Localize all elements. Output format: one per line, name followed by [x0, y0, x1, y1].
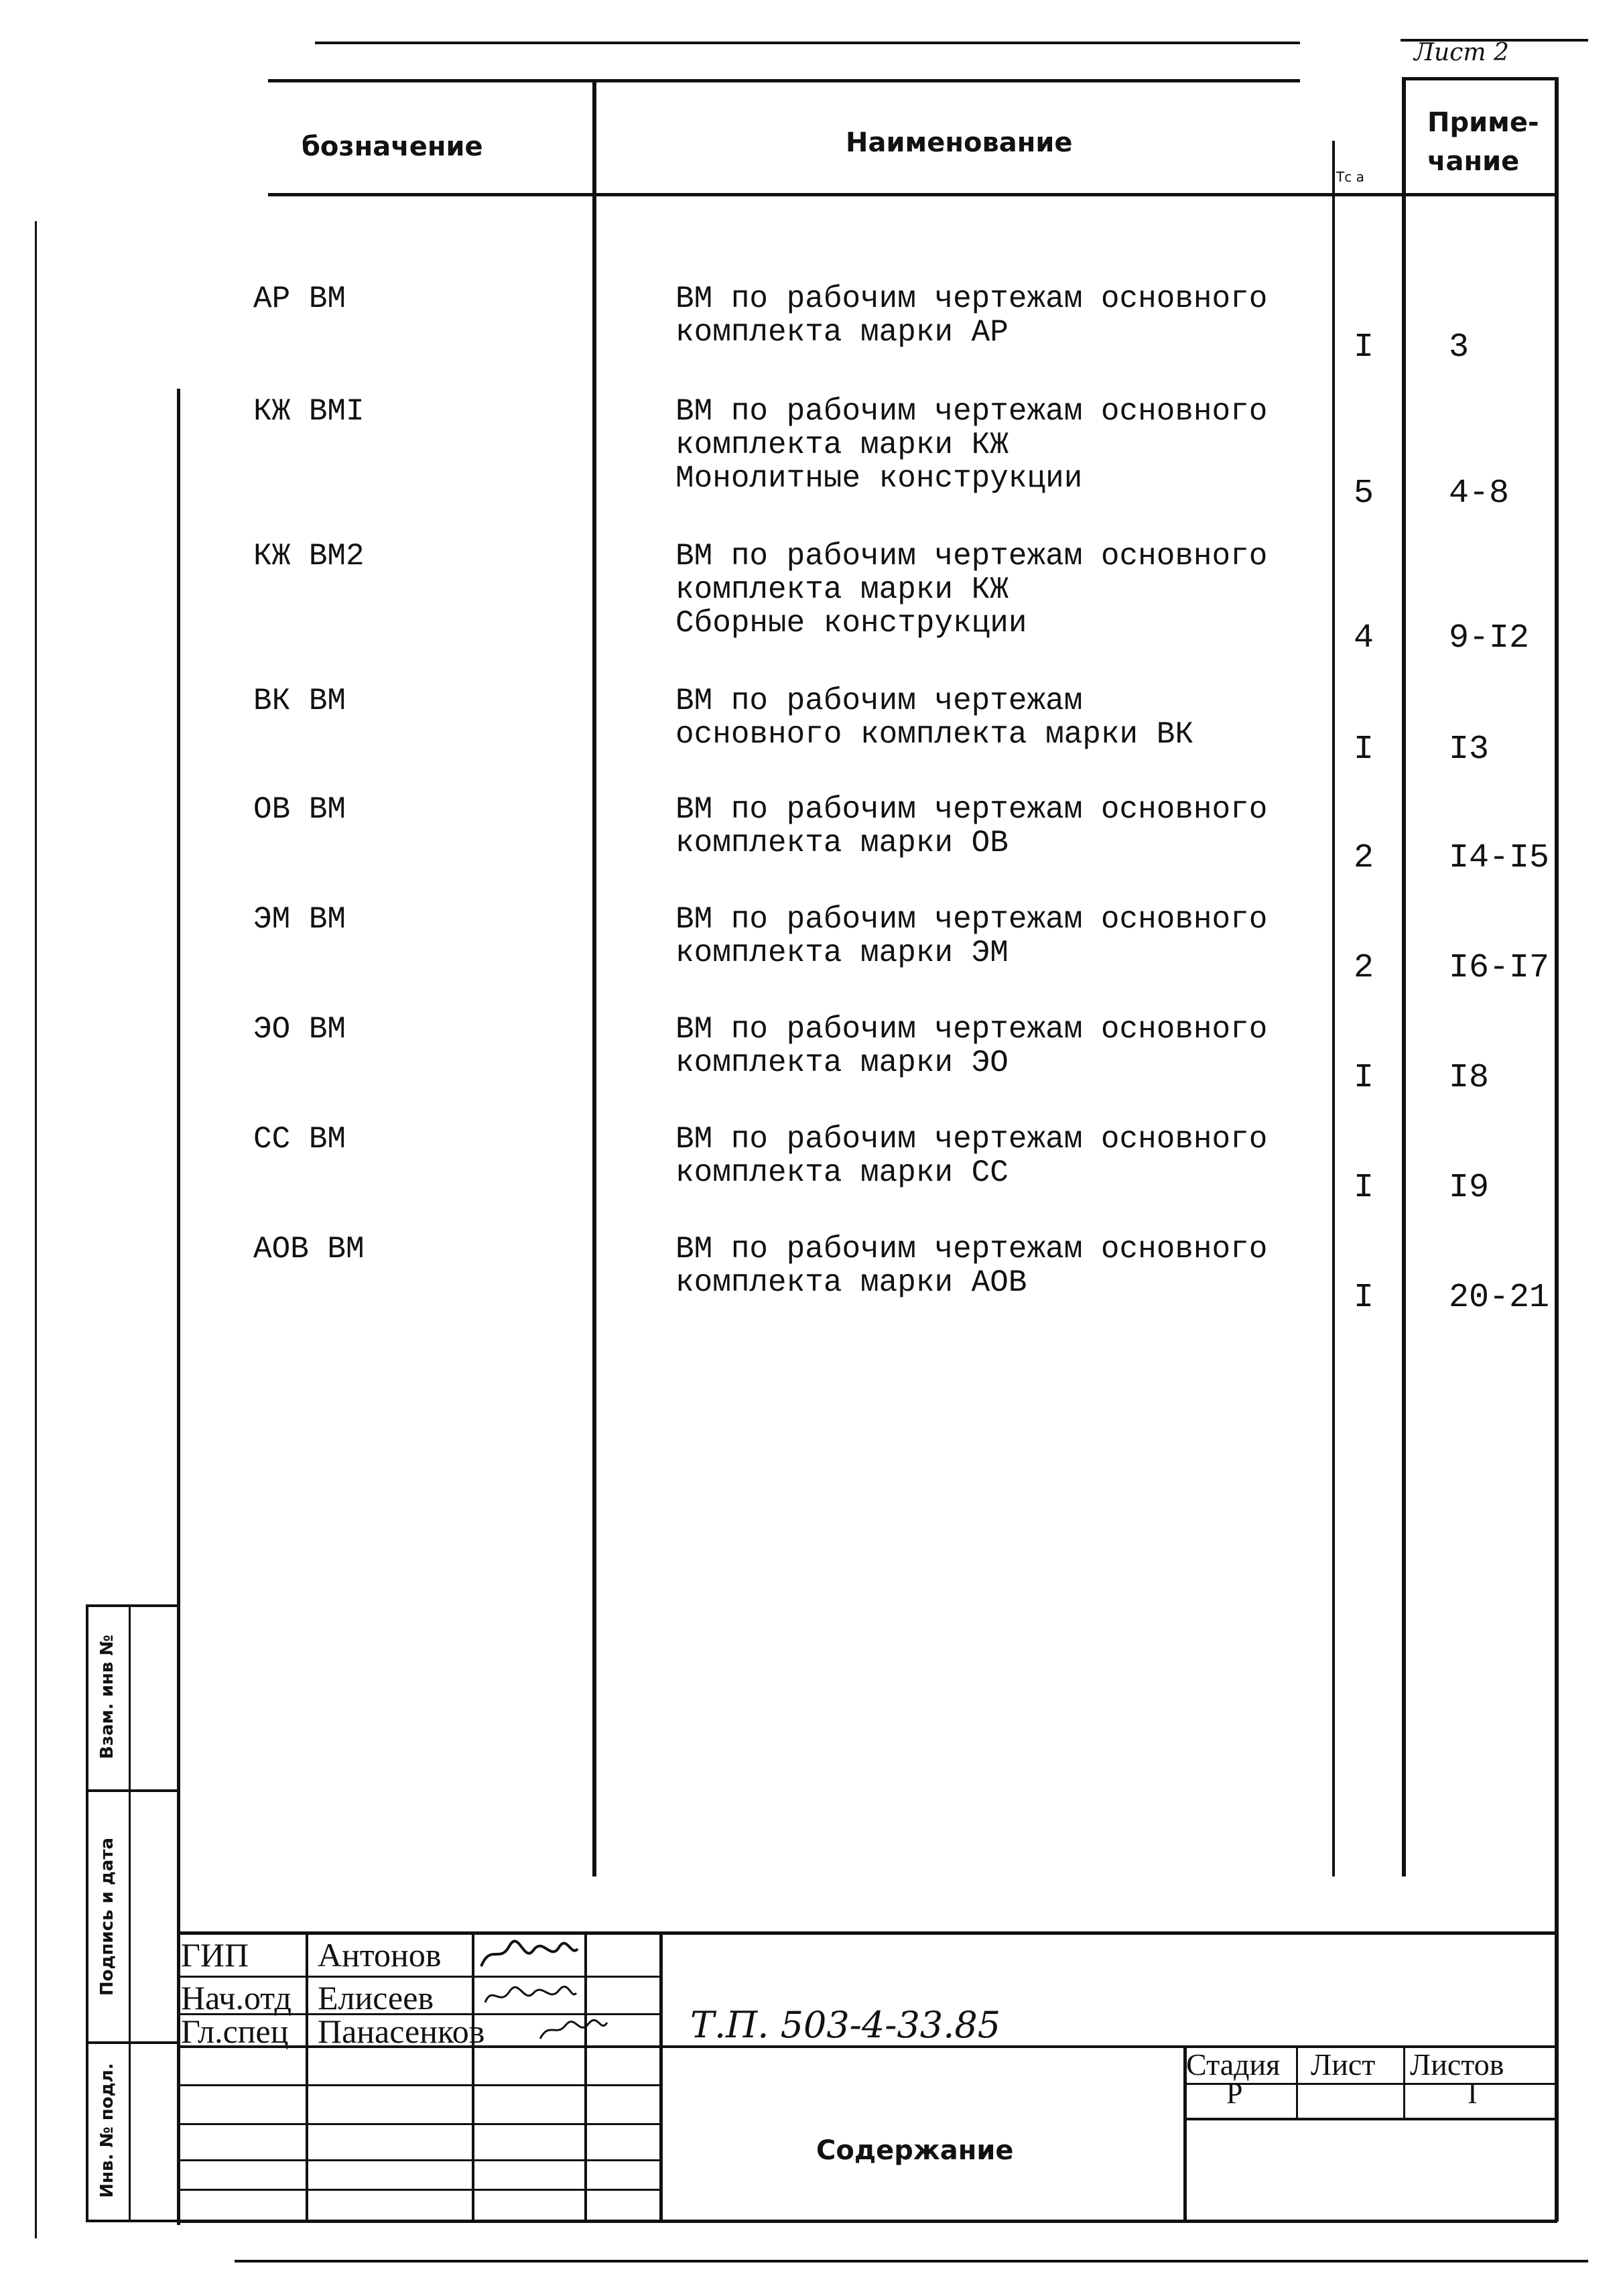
tb-row-6	[177, 2159, 659, 2161]
row-name-line: основного комплекта марки ВК	[675, 717, 1193, 752]
side-stamp-line-2	[86, 2041, 180, 2044]
row-note: I8	[1449, 1059, 1490, 1097]
sheets-count-label: Листов	[1410, 2047, 1504, 2082]
row-name-line: ВМ по рабочим чертежам основного	[675, 1232, 1268, 1267]
row-sheets: I	[1354, 328, 1374, 367]
doc-title: Содержание	[816, 2135, 1014, 2166]
row-note: 3	[1449, 328, 1470, 367]
row-sheets: 2	[1354, 949, 1374, 987]
row-name-line: комплекта марки АР	[675, 315, 1009, 350]
row-note: 20-21	[1449, 1279, 1550, 1317]
row-note: I9	[1449, 1169, 1490, 1207]
left-margin-line	[35, 221, 37, 2238]
row-name-line: ВМ по рабочим чертежам основного	[675, 281, 1268, 316]
header-sheets: Тс а	[1336, 169, 1364, 185]
row-code: КЖ ВМ2	[253, 539, 365, 574]
row-name-line: ВМ по рабочим чертежам основного	[675, 539, 1268, 574]
left-border	[177, 389, 180, 2225]
row-code: ЭО ВМ	[253, 1012, 346, 1047]
side-stamp-bottom	[86, 2220, 180, 2222]
side-stamp-line-1	[86, 1789, 180, 1792]
row-sheets: 4	[1354, 619, 1374, 657]
right-border	[1555, 77, 1559, 2222]
tb-role-2: Нач.отд	[181, 1979, 291, 2017]
header-designation: бозначение	[302, 131, 483, 162]
row-code: ОВ ВМ	[253, 792, 346, 827]
row-sheets: I	[1354, 1169, 1374, 1207]
tb-col-2	[472, 1931, 474, 2221]
tb-top	[177, 1931, 1557, 1935]
row-note: I3	[1449, 730, 1490, 769]
side-replace-inv: Взам. инв №	[97, 1635, 117, 1759]
row-name-line: комплекта марки СС	[675, 1155, 1009, 1190]
col-divider-3	[1402, 77, 1406, 1876]
doc-number: Т.П. 503-4-33.85	[690, 2004, 1001, 2046]
tb-stage-col-1	[1296, 2045, 1298, 2119]
row-sheets: I	[1354, 1059, 1374, 1097]
header-name: Наименование	[846, 127, 1073, 158]
stage-value: Р	[1226, 2077, 1243, 2110]
header-top-line	[268, 79, 1300, 82]
side-sign-date: Подпись и дата	[97, 1837, 117, 1996]
sheet-label: Лист 2	[1414, 39, 1509, 66]
side-inv-orig: Инв. № подл.	[97, 2063, 117, 2198]
row-name-line: ВМ по рабочим чертежам основного	[675, 1012, 1268, 1047]
tb-row-1	[177, 1976, 659, 1978]
row-code: СС ВМ	[253, 1122, 346, 1157]
tb-role-1: ГИП	[181, 1936, 249, 1974]
tb-bottom	[177, 2220, 1557, 2223]
side-stamp-mid	[129, 1604, 131, 2222]
tb-name-1: Антонов	[318, 1936, 442, 1974]
row-code: КЖ ВМI	[253, 394, 365, 429]
row-code: ЭМ ВМ	[253, 902, 346, 937]
row-name-line: комплекта марки АОВ	[675, 1265, 1027, 1300]
header-bottom-line	[268, 193, 1557, 196]
header-note-2: чание	[1427, 146, 1520, 177]
row-name-line: ВМ по рабочим чертежам основного	[675, 394, 1268, 429]
tb-name-3: Панасенков	[318, 2013, 485, 2050]
row-sheets: 2	[1354, 839, 1374, 877]
row-note: 4-8	[1449, 474, 1510, 513]
signature-3	[536, 2015, 610, 2044]
row-name-line: Монолитные конструкции	[675, 461, 1083, 496]
signature-1	[477, 1937, 582, 1974]
row-name-line: ВМ по рабочим чертежам основного	[675, 902, 1268, 937]
row-name-line: комплекта марки ЭО	[675, 1045, 1009, 1080]
sheets-count-value: I	[1468, 2077, 1478, 2110]
row-name-line: комплекта марки КЖ	[675, 572, 1009, 607]
col-divider-2	[1332, 141, 1335, 1876]
row-sheets: I	[1354, 1279, 1374, 1317]
bottom-line	[235, 2260, 1588, 2262]
sheet-no-label: Лист	[1311, 2047, 1376, 2082]
signature-2	[480, 1980, 580, 2012]
tb-stage-col-2	[1403, 2045, 1405, 2119]
row-code: ВК ВМ	[253, 684, 346, 718]
side-stamp-left	[86, 1604, 88, 2222]
tb-name-2: Елисеев	[318, 1979, 434, 2017]
tb-row-7	[177, 2189, 659, 2191]
row-name-line: ВМ по рабочим чертежам основного	[675, 792, 1268, 827]
tb-col-1	[306, 1931, 308, 2221]
row-sheets: I	[1354, 730, 1374, 769]
row-name-line: комплекта марки ЭМ	[675, 936, 1009, 970]
stage-label: Стадия	[1186, 2047, 1281, 2082]
tb-stage-line-2	[1183, 2118, 1556, 2120]
row-code: АР ВМ	[253, 281, 346, 316]
tb-role-3: Гл.спец	[181, 2013, 289, 2050]
tb-row-5	[177, 2123, 659, 2125]
row-code: АОВ ВМ	[253, 1232, 365, 1267]
row-note: I6-I7	[1449, 949, 1550, 987]
row-name-line: ВМ по рабочим чертежам	[675, 684, 1083, 718]
col-divider-1	[592, 80, 596, 1876]
row-note: 9-I2	[1449, 619, 1530, 657]
header-note-1: Приме-	[1427, 107, 1539, 138]
row-name-line: Сборные конструкции	[675, 606, 1027, 641]
row-name-line: комплекта марки КЖ	[675, 428, 1009, 462]
row-note: I4-I5	[1449, 839, 1550, 877]
tb-col-4	[659, 1931, 663, 2221]
row-sheets: 5	[1354, 474, 1374, 513]
top-line-1	[315, 42, 1300, 44]
tb-col-3	[584, 1931, 587, 2221]
note-box-top	[1402, 77, 1557, 80]
side-stamp-top	[86, 1604, 180, 1607]
row-name-line: комплекта марки ОВ	[675, 826, 1009, 860]
row-name-line: ВМ по рабочим чертежам основного	[675, 1122, 1268, 1157]
tb-row-4	[177, 2084, 659, 2086]
